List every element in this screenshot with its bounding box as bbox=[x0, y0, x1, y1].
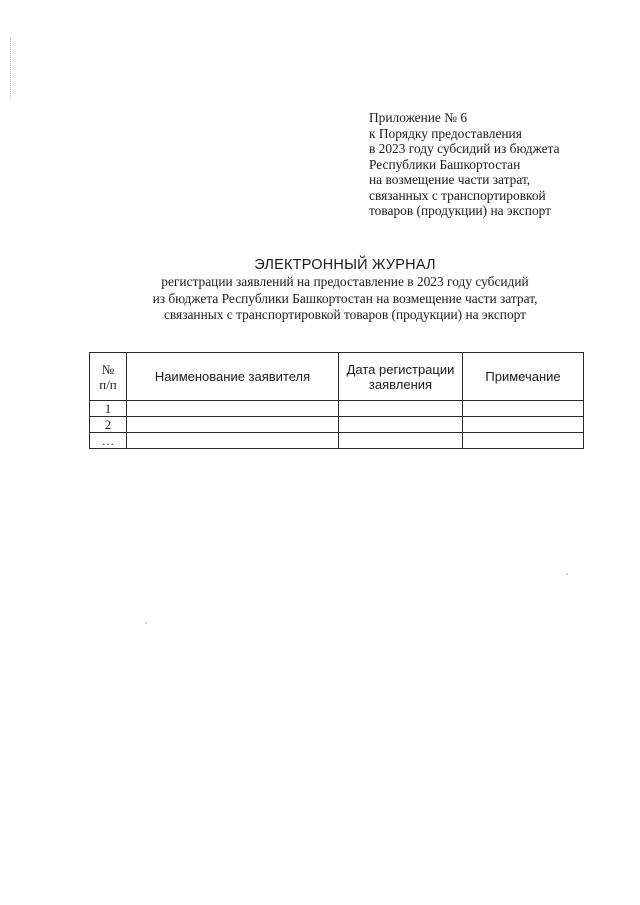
cell-date bbox=[339, 401, 463, 417]
cell-number: 2 bbox=[90, 417, 127, 433]
appendix-line: на возмещение части затрат, bbox=[369, 172, 531, 187]
cell-date bbox=[339, 417, 463, 433]
cell-applicant bbox=[127, 433, 339, 449]
header-number bbox=[90, 353, 127, 401]
header-number-line2: п/п bbox=[99, 376, 117, 392]
appendix-line: товаров (продукции) на экспорт bbox=[369, 203, 552, 218]
cell-number: … bbox=[90, 433, 127, 449]
header-date-line1: Дата регистрации bbox=[346, 361, 455, 377]
document-title: ЭЛЕКТРОННЫЙ ЖУРНАЛ bbox=[254, 257, 436, 273]
cell-note bbox=[463, 401, 584, 417]
scan-speck bbox=[145, 622, 147, 624]
table-header-row bbox=[90, 353, 584, 401]
scan-speck bbox=[566, 573, 568, 575]
appendix-line: к Порядку предоставления bbox=[369, 125, 522, 141]
header-number-line1: № bbox=[101, 361, 115, 377]
table-row bbox=[90, 433, 584, 449]
cell-applicant bbox=[127, 417, 339, 433]
document-subtitle bbox=[80, 274, 610, 324]
cell-note bbox=[463, 433, 584, 449]
title-block bbox=[80, 257, 610, 324]
header-registration-date bbox=[339, 353, 463, 401]
registration-journal-table bbox=[89, 352, 584, 449]
subtitle-line: регистрации заявлений на предоставление в 2023 году субсидий bbox=[161, 274, 529, 289]
table-row bbox=[90, 401, 584, 417]
header-date-line2: заявления bbox=[368, 376, 433, 392]
appendix-block bbox=[369, 110, 609, 219]
table-row bbox=[90, 417, 584, 433]
header-applicant: Наименование заявителя bbox=[127, 353, 339, 401]
appendix-line: связанных с транспортировкой bbox=[369, 187, 546, 203]
cell-applicant bbox=[127, 401, 339, 417]
cell-date bbox=[339, 433, 463, 449]
scan-margin-mark bbox=[10, 38, 12, 98]
cell-note bbox=[463, 417, 584, 433]
appendix-line: Республики Башкортостан bbox=[369, 156, 521, 172]
header-note: Примечание bbox=[463, 353, 584, 401]
appendix-line: Приложение № 6 bbox=[369, 110, 468, 125]
cell-number: 1 bbox=[90, 401, 127, 417]
subtitle-line: из бюджета Республики Башкортостан на возмещение части затрат, bbox=[152, 290, 538, 306]
appendix-line: в 2023 году субсидий из бюджета bbox=[369, 141, 560, 156]
subtitle-line: связанных с транспортировкой товаров (продукции) на экспорт bbox=[163, 307, 527, 322]
